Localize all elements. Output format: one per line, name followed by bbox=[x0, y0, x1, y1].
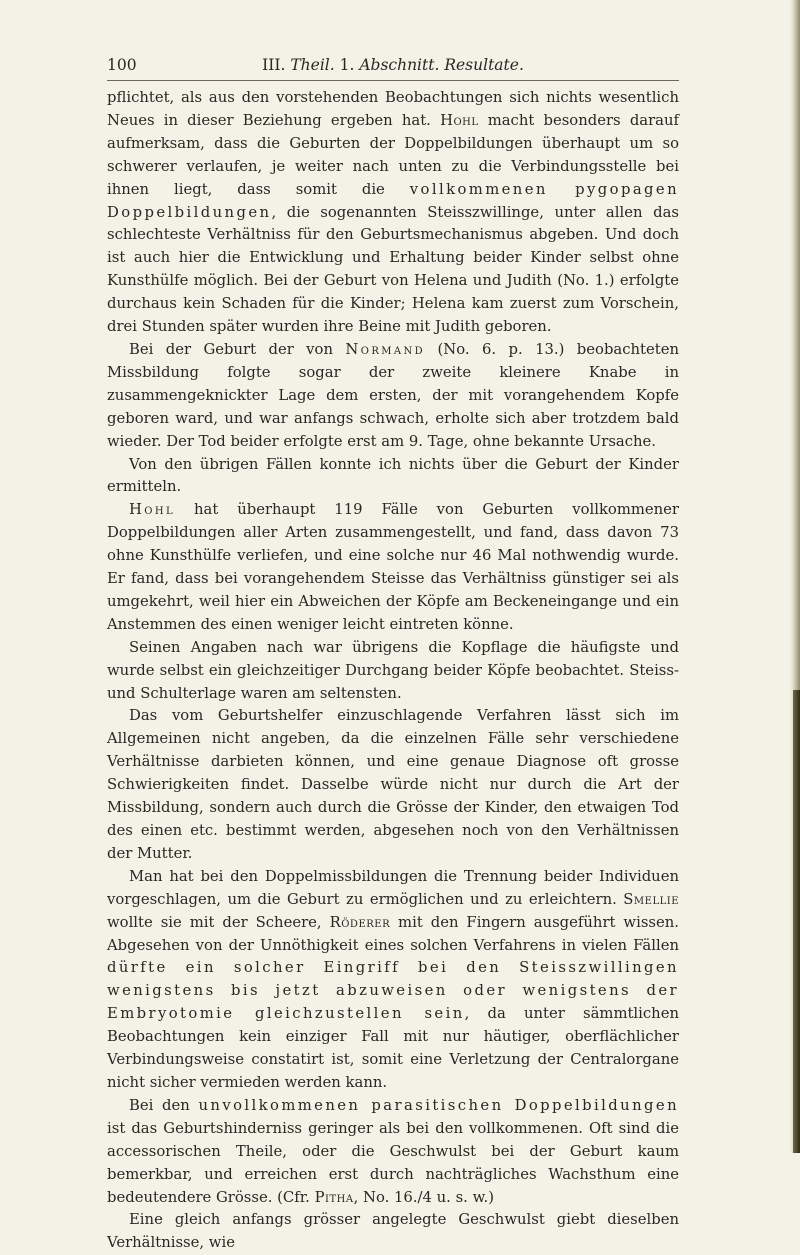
text-run: , da unter sämmtlichen Beobachtungen kein einziger Fall mit nur häutiger, oberflächlicher Verbindungsweise constatirt ist, somit eine Verletzung der Centralorgane nicht sicher vermieden werden kann. bbox=[107, 1005, 679, 1091]
part-word: Theil. bbox=[290, 56, 335, 74]
emphasized-text: unvollkommenen parasitischen Doppelbildungen bbox=[198, 1096, 679, 1114]
paragraph-p2 bbox=[107, 339, 679, 454]
text-run: macht besonders darauf aufmerksam, dass die Geburten der Doppelbildungen überhaupt um so schwerer verlaufen, je weiter nach unten zu die Verbindungsstelle bei ihnen liegt, dass somit die bbox=[107, 111, 680, 198]
text-run: pflichtet, als aus den vorstehenden Beobachtungen sich nichts wesentlich Neues in dieser Beziehung ergeben hat. bbox=[107, 89, 679, 129]
binding-edge bbox=[793, 690, 800, 1153]
emphasized-text: Hohl bbox=[129, 501, 176, 519]
paragraph-p9 bbox=[107, 1209, 679, 1255]
text-run: Das vom Geburtshelfer einzuschlagende Verfahren lässt sich im Allgemeinen nicht angeben, da die einzelnen Fälle sehr verschiedene Verhältnisse darbieten können, und eine genaue Diagnose oft grosse Schwierigkeiten findet. Dasselbe würde nicht nur durch die Art der Missbildung, sondern auch durch die Grösse der Kinder, den etwaigen Tod des einen etc. bestimmt werden, abgesehen noch von den Verhältnissen der Mutter. bbox=[107, 707, 679, 862]
text-run: Von den übrigen Fällen konnte ich nichts über die Geburt der Kinder ermitteln. bbox=[107, 455, 679, 496]
text-run: Bei den bbox=[129, 1096, 199, 1114]
part-number: III. bbox=[262, 56, 291, 74]
text-run: Man hat bei den Doppelmissbildungen die Trennung beider Individuen vorgeschlagen, um die Geburt zu ermöglichen und zu erleichtern. bbox=[107, 867, 679, 908]
text-run: , die sogenannten Steisszwillinge, unter allen das schlechteste Verhältniss für den Geburtsmechanismus abgeben. Und doch ist auch hier die Entwicklung und Erhaltung beider Kinder selbst ohne Kunsthülfe möglich. Bei der Geburt von Helena und Judith (No. 1.) erfolgte durchaus kein Schaden für die Kinder; Helena kam zuerst zum Vorschein, drei Stunden später wurden ihre Beine mit Judith geboren. bbox=[107, 203, 679, 336]
text-run: Bei der Geburt der von bbox=[129, 340, 346, 358]
emphasized-text: Smellie bbox=[623, 890, 679, 908]
text-run: (No. 6. p. 13.) beobachteten Missbildung folgte sogar der zweite kleinere Knabe in zusammengeknickter Lage dem ersten, der mit vorangehendem Kopfe geboren ward, und war anfangs schwach, erholte sich aber trotzdem bald wieder. Der Tod beider erfolgte erst am 9. Tage, ohne bekannte Ursache. bbox=[107, 340, 679, 450]
emphasized-text: Hohl bbox=[440, 111, 479, 129]
emphasized-text: Röderer bbox=[329, 913, 391, 931]
topic-word: Resultate. bbox=[444, 56, 524, 74]
section-number: 1. bbox=[334, 56, 360, 74]
text-run: mit den Fingern ausgeführt wissen. Abgesehen von der Unnöthigkeit eines solchen Verfahrens in vielen Fällen bbox=[107, 913, 679, 954]
emphasized-text: Normand bbox=[345, 340, 426, 358]
text-run: Seinen Angaben nach war übrigens die Kopflage die häufigste und wurde selbst ein gleichzeitiger Durchgang beider Köpfe beobachtet. Steiss- und Schulterlage waren am seltensten. bbox=[107, 638, 679, 702]
paragraph-p5 bbox=[107, 637, 679, 706]
emphasized-text: dürfte ein solcher Eingriff bei den Steisszwillingen wenigstens bis jetzt abzuweisen oder wenigstens der Embryotomie gleichzustellen sein bbox=[107, 959, 679, 1023]
page-number: 100 bbox=[107, 56, 137, 74]
paragraph-p6 bbox=[107, 705, 679, 865]
running-title bbox=[107, 56, 679, 74]
header-rule bbox=[107, 80, 679, 81]
section-word: Abschnitt. bbox=[359, 56, 440, 74]
running-header bbox=[107, 56, 679, 80]
body-text bbox=[107, 87, 679, 1255]
paragraph-p7 bbox=[107, 866, 679, 1095]
text-run: Eine gleich anfangs grösser angelegte Geschwulst giebt dieselben Verhältnisse, wie bbox=[107, 1211, 679, 1252]
emphasized-text: vollkommenen pygopagen Doppelbildungen bbox=[107, 180, 680, 221]
text-run: hat überhaupt 119 Fälle von Geburten vollkommener Doppelbildungen aller Arten zusammengestellt, und fand, dass davon 73 ohne Kunsthülfe verliefen, und eine solche nur 46 Mal nothwendig wurde. Er fand, dass bei vorangehendem Steisse das Verhältniss günstiger sei als umgekehrt, weil hier ein Abweichen der Köpfe am Beckeneingange und ein Anstemmen des einen weniger leicht eintreten könne. bbox=[107, 501, 679, 633]
emphasized-text: Pitha bbox=[314, 1188, 354, 1206]
text-run: wollte sie mit der Scheere, bbox=[107, 913, 330, 931]
paragraph-p1 bbox=[107, 87, 679, 339]
paragraph-p3 bbox=[107, 454, 679, 500]
paragraph-p8 bbox=[107, 1095, 679, 1210]
text-run: ist das Geburtshinderniss geringer als bei den vollkommenen. Oft sind die accessorischen Theile, oder die Geschwulst bei der Geburt kaum bemerkbar, und erreichen erst durch nachträgliches Wachsthum eine bedeutendere Grösse. (Cfr. bbox=[107, 1119, 679, 1206]
text-run: , No. 16./4 u. s. w.) bbox=[353, 1188, 494, 1206]
paragraph-p4 bbox=[107, 499, 679, 636]
